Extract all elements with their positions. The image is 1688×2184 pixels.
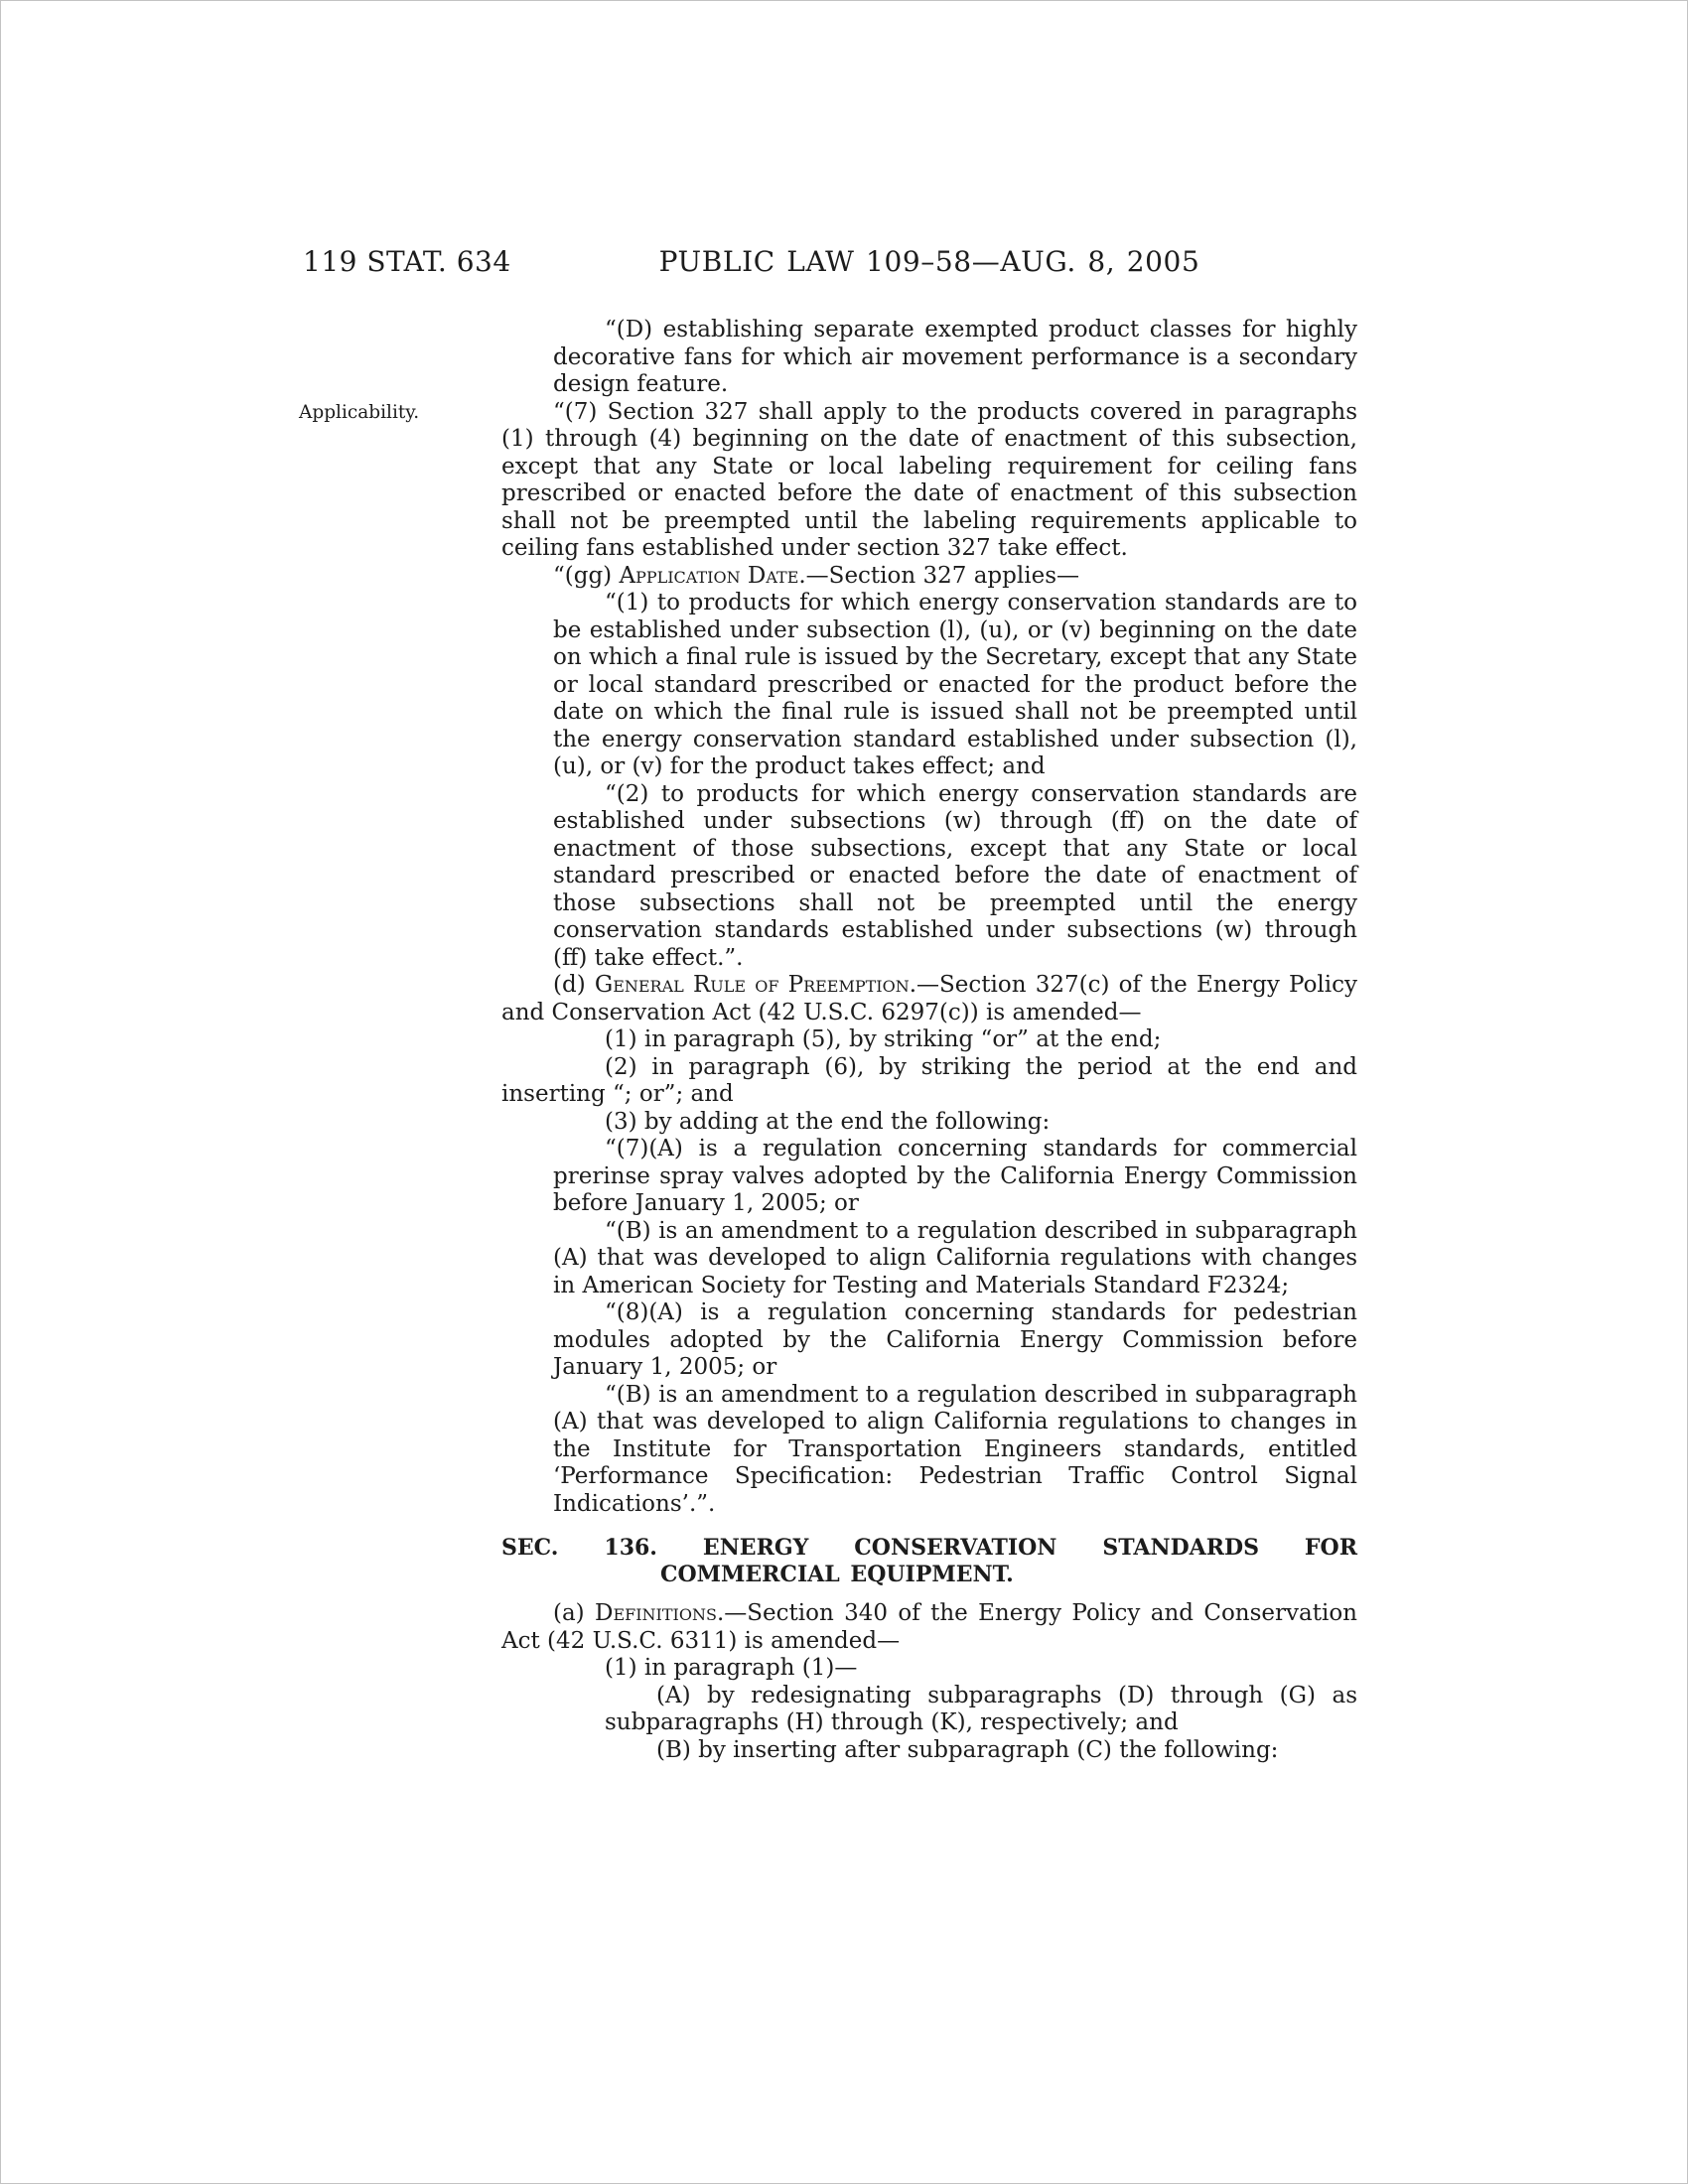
running-head <box>303 245 1498 285</box>
paragraph-D-exempt: “(D) establishing separate exempted product classes for highly decorative fans for which air movement performance is a secondary design feature. <box>553 317 1357 397</box>
paragraph-gg-rest: .—Section 327 applies— <box>798 562 1080 589</box>
paragraph-8B: “(B) is an amendment to a regulation described in subparagraph (A) that was developed to align California regulations to changes in the Institute for Transportation Engineers standards, entitled ‘Performance Specification: Pedestrian Traffic Control Signal Indications’.”. <box>553 1381 1357 1517</box>
paragraph-gg-2: “(2) to products for which energy conservation standards are established under subsections (w) through (ff) on the date of enactment of those subsections, except that any State or local standard prescribed or enacted before the date of enactment of those subsections shall not be preempted until the energy conservation standards established under subsections (w) through (ff) take effect.”. <box>553 780 1357 971</box>
paragraph-a-1: (1) in paragraph (1)— <box>605 1655 858 1681</box>
paragraph-gg-1: “(1) to products for which energy conservation standards are to be established under subsection (l), (u), or (v) beginning on the date on which a final rule is issued by the Secretary, except that any State or local standard prescribed or enacted for the product before the date on which the final rule is issued shall not be preempted until the energy conservation standard established under subsection (l), (u), or (v) for the product takes effect; and <box>553 590 1357 779</box>
paragraph-d-prefix: (d) <box>553 972 595 998</box>
paragraph-7-text: “(7) Section 327 shall apply to the products covered in paragraphs (1) through (4) beginning on the date of enactment of this subsection, except that any State or local labeling requirement for ceiling fans prescribed or enacted before the date of enactment of this subsection shall not be preempted until the labeling requirements applicable to ceiling fans established under section 327 take effect. <box>501 398 1357 561</box>
paragraph-gg <box>501 563 1357 591</box>
margin-note-applicability: Applicability. <box>299 401 420 423</box>
paragraph-a-rest: .—Section 340 of the Energy Policy and Conservation Act (42 U.S.C. 6311) is amended— <box>501 1600 1357 1654</box>
paragraph-a-smallcaps: Definitions <box>595 1600 717 1626</box>
paragraph-gg-smallcaps: Application Date <box>619 562 799 589</box>
paragraph-d-2: (2) in paragraph (6), by striking the period at the end and inserting “; or”; and <box>501 1053 1357 1107</box>
paragraph-7 <box>299 398 1357 563</box>
paragraph-a-1-B: (B) by inserting after subparagraph (C) the following: <box>656 1736 1279 1763</box>
paragraph-d-3: (3) by adding at the end the following: <box>605 1108 1051 1135</box>
paragraph-d-smallcaps: General Rule of Preemption <box>594 972 910 998</box>
law-title: PUBLIC LAW 109–58—AUG. 8, 2005 <box>658 245 1200 278</box>
paragraph-gg-prefix: “(gg) <box>553 562 620 589</box>
paragraph-a-definitions <box>501 1600 1357 1655</box>
paragraph-d-rest: .—Section 327(c) of the Energy Policy and Conservation Act (42 U.S.C. 6297(c)) is amended— <box>501 972 1358 1025</box>
paragraph-a-prefix: (a) <box>553 1600 596 1626</box>
stat-page-number: 119 STAT. 634 <box>303 245 511 278</box>
paragraph-d-1: (1) in paragraph (5), by striking “or” at the end; <box>605 1026 1162 1052</box>
paragraph-8A: “(8)(A) is a regulation concerning standards for pedestrian modules adopted by the California Energy Commission before January 1, 2005; or <box>553 1299 1357 1380</box>
paragraph-d-preemption <box>501 972 1357 1026</box>
paragraph-a-1-A: (A) by redesignating subparagraphs (D) through (G) as subparagraphs (H) through (K), respectively; and <box>605 1682 1357 1735</box>
statute-body <box>299 317 1358 1764</box>
section-136-heading: SEC. 136. ENERGY CONSERVATION STANDARDS FOR COMMERCIAL EQUIPMENT. <box>501 1535 1357 1587</box>
paragraph-7A: “(7)(A) is a regulation concerning standards for commercial prerinse spray valves adopted by the California Energy Commission before January 1, 2005; or <box>553 1136 1357 1216</box>
paragraph-7B: “(B) is an amendment to a regulation described in subparagraph (A) that was developed to align California regulations with changes in American Society for Testing and Materials Standard F2324; <box>553 1217 1357 1298</box>
